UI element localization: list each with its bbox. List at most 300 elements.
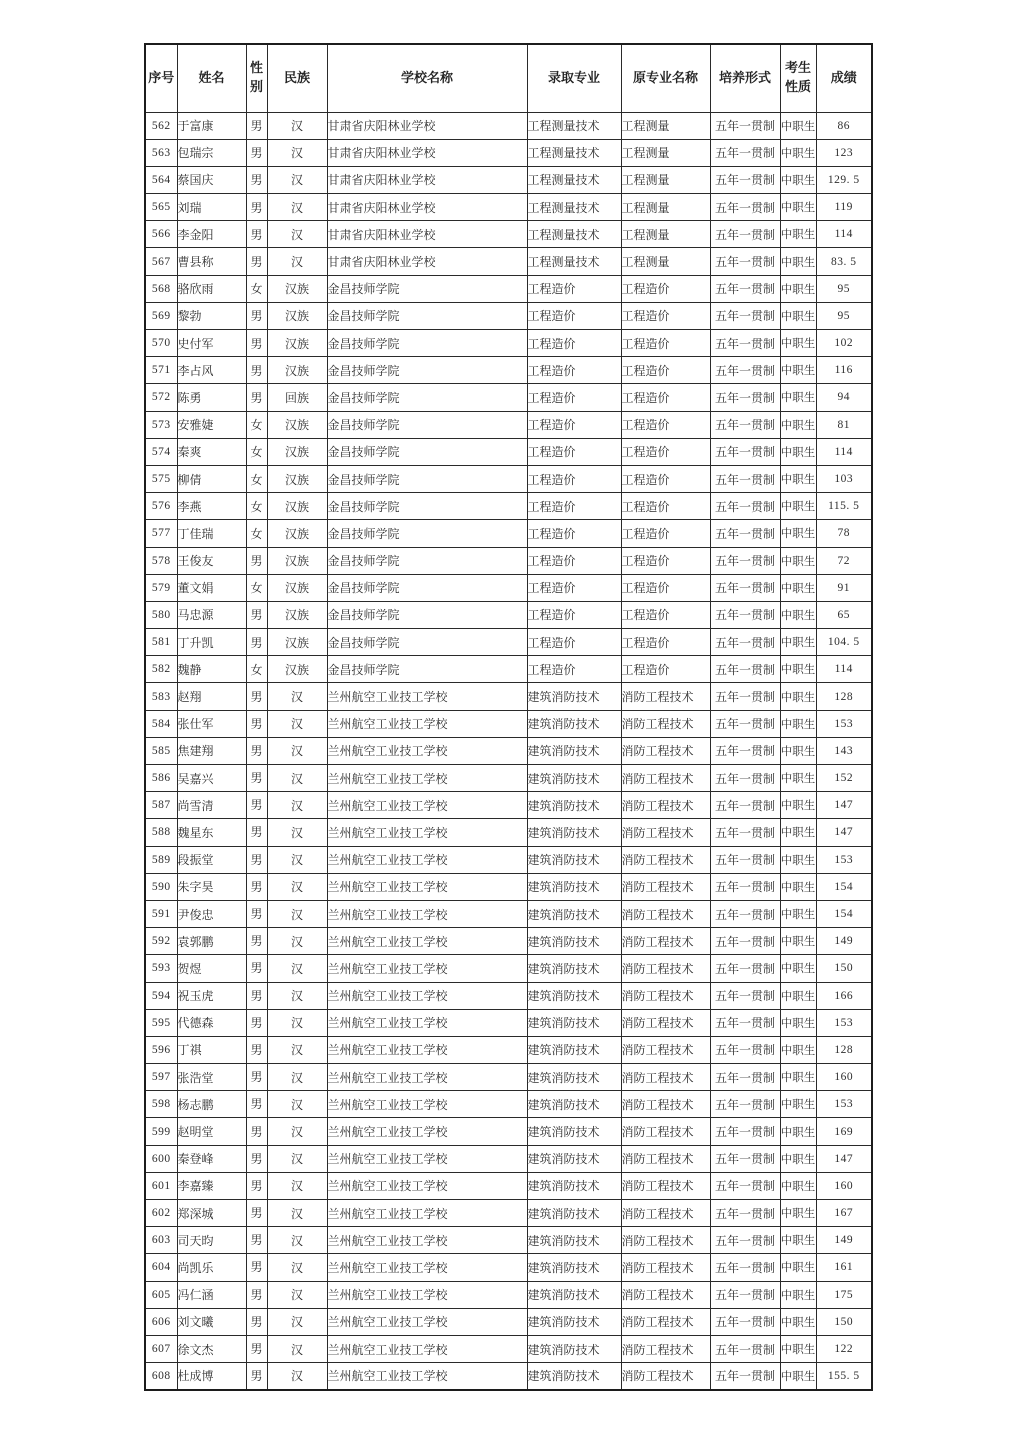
cell-candidate-type: 中职生 xyxy=(780,656,816,683)
table-row xyxy=(145,601,872,628)
cell-admitted-major: 建筑消防技术 xyxy=(527,1145,621,1172)
cell-candidate-type: 中职生 xyxy=(780,1308,816,1335)
cell-gender: 男 xyxy=(246,1200,267,1227)
cell-training-form: 五年一贯制 xyxy=(710,547,780,574)
cell-candidate-type: 中职生 xyxy=(780,601,816,628)
cell-ethnicity: 汉族 xyxy=(267,601,327,628)
table-row xyxy=(145,465,872,492)
cell-school: 甘肃省庆阳林业学校 xyxy=(327,221,527,248)
cell-ethnicity: 汉族 xyxy=(267,302,327,329)
cell-school: 兰州航空工业技工学校 xyxy=(327,737,527,764)
cell-ethnicity: 汉 xyxy=(267,928,327,955)
cell-school: 兰州航空工业技工学校 xyxy=(327,873,527,900)
cell-ethnicity: 汉 xyxy=(267,846,327,873)
table-row xyxy=(145,1335,872,1362)
table-row xyxy=(145,1363,872,1390)
cell-ethnicity: 汉族 xyxy=(267,520,327,547)
cell-original-major: 消防工程技术 xyxy=(621,765,710,792)
cell-serial: 591 xyxy=(145,900,177,927)
cell-school: 兰州航空工业技工学校 xyxy=(327,1254,527,1281)
cell-ethnicity: 汉族 xyxy=(267,547,327,574)
cell-ethnicity: 汉 xyxy=(267,1227,327,1254)
cell-admitted-major: 建筑消防技术 xyxy=(527,1091,621,1118)
cell-gender: 女 xyxy=(246,465,267,492)
cell-gender: 女 xyxy=(246,438,267,465)
cell-name: 张仕军 xyxy=(177,710,246,737)
cell-serial: 580 xyxy=(145,601,177,628)
cell-gender: 男 xyxy=(246,166,267,193)
cell-training-form: 五年一贯制 xyxy=(710,683,780,710)
cell-ethnicity: 汉 xyxy=(267,683,327,710)
table-row xyxy=(145,737,872,764)
cell-score: 147 xyxy=(816,819,872,846)
cell-score: 119 xyxy=(816,194,872,221)
cell-admitted-major: 工程造价 xyxy=(527,330,621,357)
cell-name: 丁祺 xyxy=(177,1036,246,1063)
cell-score: 122 xyxy=(816,1335,872,1362)
cell-school: 甘肃省庆阳林业学校 xyxy=(327,248,527,275)
cell-gender: 男 xyxy=(246,629,267,656)
cell-ethnicity: 汉 xyxy=(267,1036,327,1063)
cell-ethnicity: 汉族 xyxy=(267,330,327,357)
table-row xyxy=(145,819,872,846)
cell-serial: 607 xyxy=(145,1335,177,1362)
cell-training-form: 五年一贯制 xyxy=(710,1200,780,1227)
cell-name: 祝玉虎 xyxy=(177,982,246,1009)
header-ethnicity: 民族 xyxy=(267,44,327,112)
cell-gender: 男 xyxy=(246,1091,267,1118)
cell-training-form: 五年一贯制 xyxy=(710,1064,780,1091)
cell-gender: 男 xyxy=(246,1064,267,1091)
cell-ethnicity: 汉 xyxy=(267,1254,327,1281)
cell-training-form: 五年一贯制 xyxy=(710,465,780,492)
cell-gender: 男 xyxy=(246,982,267,1009)
cell-school: 兰州航空工业技工学校 xyxy=(327,1118,527,1145)
cell-candidate-type: 中职生 xyxy=(780,900,816,927)
table-row xyxy=(145,1281,872,1308)
cell-candidate-type: 中职生 xyxy=(780,1227,816,1254)
cell-candidate-type: 中职生 xyxy=(780,112,816,139)
cell-score: 81 xyxy=(816,411,872,438)
cell-serial: 563 xyxy=(145,139,177,166)
table-row xyxy=(145,384,872,411)
cell-candidate-type: 中职生 xyxy=(780,465,816,492)
cell-ethnicity: 汉 xyxy=(267,737,327,764)
table-row xyxy=(145,1009,872,1036)
table-row xyxy=(145,873,872,900)
cell-admitted-major: 工程造价 xyxy=(527,465,621,492)
cell-training-form: 五年一贯制 xyxy=(710,1091,780,1118)
cell-ethnicity: 汉 xyxy=(267,248,327,275)
cell-ethnicity: 汉族 xyxy=(267,357,327,384)
cell-score: 91 xyxy=(816,574,872,601)
cell-ethnicity: 回族 xyxy=(267,384,327,411)
cell-school: 金昌技师学院 xyxy=(327,465,527,492)
cell-ethnicity: 汉 xyxy=(267,900,327,927)
table-body xyxy=(145,112,872,1390)
cell-name: 段振堂 xyxy=(177,846,246,873)
cell-ethnicity: 汉 xyxy=(267,1009,327,1036)
cell-school: 兰州航空工业技工学校 xyxy=(327,846,527,873)
cell-candidate-type: 中职生 xyxy=(780,1254,816,1281)
cell-ethnicity: 汉 xyxy=(267,1091,327,1118)
cell-serial: 590 xyxy=(145,873,177,900)
cell-candidate-type: 中职生 xyxy=(780,873,816,900)
cell-admitted-major: 建筑消防技术 xyxy=(527,765,621,792)
cell-ethnicity: 汉族 xyxy=(267,629,327,656)
cell-gender: 男 xyxy=(246,248,267,275)
cell-serial: 608 xyxy=(145,1363,177,1390)
cell-gender: 男 xyxy=(246,1308,267,1335)
cell-name: 史付军 xyxy=(177,330,246,357)
cell-school: 兰州航空工业技工学校 xyxy=(327,1172,527,1199)
cell-name: 李燕 xyxy=(177,493,246,520)
cell-score: 149 xyxy=(816,928,872,955)
cell-candidate-type: 中职生 xyxy=(780,737,816,764)
cell-school: 兰州航空工业技工学校 xyxy=(327,765,527,792)
cell-training-form: 五年一贯制 xyxy=(710,330,780,357)
cell-serial: 574 xyxy=(145,438,177,465)
cell-score: 114 xyxy=(816,438,872,465)
cell-name: 丁佳瑞 xyxy=(177,520,246,547)
cell-serial: 567 xyxy=(145,248,177,275)
cell-training-form: 五年一贯制 xyxy=(710,411,780,438)
cell-candidate-type: 中职生 xyxy=(780,765,816,792)
cell-original-major: 工程造价 xyxy=(621,601,710,628)
cell-admitted-major: 工程造价 xyxy=(527,493,621,520)
cell-training-form: 五年一贯制 xyxy=(710,710,780,737)
cell-name: 包瑞宗 xyxy=(177,139,246,166)
header-training-form: 培养形式 xyxy=(710,44,780,112)
table-row xyxy=(145,438,872,465)
cell-score: 153 xyxy=(816,1009,872,1036)
table-row xyxy=(145,629,872,656)
cell-admitted-major: 建筑消防技术 xyxy=(527,846,621,873)
cell-original-major: 消防工程技术 xyxy=(621,1172,710,1199)
cell-admitted-major: 建筑消防技术 xyxy=(527,982,621,1009)
cell-gender: 男 xyxy=(246,1145,267,1172)
cell-serial: 604 xyxy=(145,1254,177,1281)
cell-original-major: 消防工程技术 xyxy=(621,1281,710,1308)
cell-candidate-type: 中职生 xyxy=(780,1009,816,1036)
cell-serial: 597 xyxy=(145,1064,177,1091)
cell-original-major: 工程测量 xyxy=(621,166,710,193)
cell-training-form: 五年一贯制 xyxy=(710,1308,780,1335)
cell-ethnicity: 汉 xyxy=(267,1308,327,1335)
cell-school: 兰州航空工业技工学校 xyxy=(327,1308,527,1335)
table-row xyxy=(145,112,872,139)
cell-score: 65 xyxy=(816,601,872,628)
cell-candidate-type: 中职生 xyxy=(780,547,816,574)
cell-original-major: 工程造价 xyxy=(621,357,710,384)
cell-score: 128 xyxy=(816,1036,872,1063)
cell-score: 150 xyxy=(816,1308,872,1335)
header-gender: 性别 xyxy=(246,44,267,112)
cell-serial: 605 xyxy=(145,1281,177,1308)
cell-name: 王俊友 xyxy=(177,547,246,574)
cell-serial: 606 xyxy=(145,1308,177,1335)
cell-ethnicity: 汉 xyxy=(267,1200,327,1227)
cell-admitted-major: 建筑消防技术 xyxy=(527,710,621,737)
cell-original-major: 工程测量 xyxy=(621,139,710,166)
cell-serial: 600 xyxy=(145,1145,177,1172)
cell-original-major: 工程造价 xyxy=(621,384,710,411)
table-row xyxy=(145,900,872,927)
cell-name: 董文娟 xyxy=(177,574,246,601)
cell-score: 95 xyxy=(816,275,872,302)
cell-ethnicity: 汉 xyxy=(267,1281,327,1308)
table-header-row xyxy=(145,44,872,112)
cell-school: 兰州航空工业技工学校 xyxy=(327,1281,527,1308)
cell-gender: 男 xyxy=(246,792,267,819)
cell-admitted-major: 工程造价 xyxy=(527,601,621,628)
cell-serial: 575 xyxy=(145,465,177,492)
cell-gender: 男 xyxy=(246,1118,267,1145)
header-name: 姓名 xyxy=(177,44,246,112)
cell-name: 焦建翔 xyxy=(177,737,246,764)
cell-school: 金昌技师学院 xyxy=(327,493,527,520)
cell-ethnicity: 汉 xyxy=(267,982,327,1009)
cell-name: 郑深城 xyxy=(177,1200,246,1227)
cell-serial: 587 xyxy=(145,792,177,819)
cell-serial: 586 xyxy=(145,765,177,792)
cell-school: 金昌技师学院 xyxy=(327,547,527,574)
cell-score: 155. 5 xyxy=(816,1363,872,1390)
cell-ethnicity: 汉族 xyxy=(267,275,327,302)
table-row xyxy=(145,765,872,792)
cell-score: 128 xyxy=(816,683,872,710)
cell-score: 166 xyxy=(816,982,872,1009)
cell-school: 金昌技师学院 xyxy=(327,656,527,683)
table-row xyxy=(145,792,872,819)
cell-score: 123 xyxy=(816,139,872,166)
cell-score: 78 xyxy=(816,520,872,547)
cell-admitted-major: 工程造价 xyxy=(527,656,621,683)
cell-ethnicity: 汉族 xyxy=(267,656,327,683)
cell-candidate-type: 中职生 xyxy=(780,248,816,275)
cell-serial: 569 xyxy=(145,302,177,329)
cell-training-form: 五年一贯制 xyxy=(710,384,780,411)
table-row xyxy=(145,928,872,955)
admissions-table xyxy=(144,43,873,1391)
cell-serial: 568 xyxy=(145,275,177,302)
cell-candidate-type: 中职生 xyxy=(780,357,816,384)
table-row xyxy=(145,520,872,547)
cell-original-major: 消防工程技术 xyxy=(621,928,710,955)
cell-admitted-major: 工程造价 xyxy=(527,357,621,384)
cell-gender: 女 xyxy=(246,493,267,520)
cell-admitted-major: 建筑消防技术 xyxy=(527,792,621,819)
cell-candidate-type: 中职生 xyxy=(780,683,816,710)
cell-gender: 女 xyxy=(246,574,267,601)
cell-name: 曹县称 xyxy=(177,248,246,275)
cell-original-major: 消防工程技术 xyxy=(621,710,710,737)
cell-admitted-major: 建筑消防技术 xyxy=(527,1172,621,1199)
cell-gender: 男 xyxy=(246,1281,267,1308)
cell-admitted-major: 建筑消防技术 xyxy=(527,1036,621,1063)
cell-admitted-major: 建筑消防技术 xyxy=(527,1308,621,1335)
cell-training-form: 五年一贯制 xyxy=(710,873,780,900)
cell-score: 153 xyxy=(816,846,872,873)
cell-original-major: 工程造价 xyxy=(621,302,710,329)
cell-training-form: 五年一贯制 xyxy=(710,656,780,683)
cell-gender: 男 xyxy=(246,683,267,710)
cell-gender: 男 xyxy=(246,955,267,982)
cell-serial: 595 xyxy=(145,1009,177,1036)
cell-serial: 562 xyxy=(145,112,177,139)
cell-name: 代德森 xyxy=(177,1009,246,1036)
cell-score: 103 xyxy=(816,465,872,492)
cell-name: 柳倩 xyxy=(177,465,246,492)
table-row xyxy=(145,846,872,873)
cell-admitted-major: 建筑消防技术 xyxy=(527,955,621,982)
cell-original-major: 消防工程技术 xyxy=(621,1254,710,1281)
cell-school: 兰州航空工业技工学校 xyxy=(327,1009,527,1036)
cell-name: 赵翔 xyxy=(177,683,246,710)
cell-original-major: 消防工程技术 xyxy=(621,683,710,710)
table-row xyxy=(145,1091,872,1118)
cell-original-major: 工程造价 xyxy=(621,330,710,357)
cell-candidate-type: 中职生 xyxy=(780,1335,816,1362)
cell-candidate-type: 中职生 xyxy=(780,1145,816,1172)
cell-ethnicity: 汉族 xyxy=(267,465,327,492)
cell-school: 兰州航空工业技工学校 xyxy=(327,1064,527,1091)
cell-serial: 579 xyxy=(145,574,177,601)
cell-candidate-type: 中职生 xyxy=(780,1363,816,1390)
cell-training-form: 五年一贯制 xyxy=(710,248,780,275)
table-row xyxy=(145,275,872,302)
cell-serial: 583 xyxy=(145,683,177,710)
cell-school: 金昌技师学院 xyxy=(327,330,527,357)
cell-candidate-type: 中职生 xyxy=(780,1036,816,1063)
cell-score: 153 xyxy=(816,710,872,737)
cell-training-form: 五年一贯制 xyxy=(710,275,780,302)
cell-school: 兰州航空工业技工学校 xyxy=(327,1227,527,1254)
cell-name: 徐文杰 xyxy=(177,1335,246,1362)
cell-gender: 男 xyxy=(246,330,267,357)
cell-training-form: 五年一贯制 xyxy=(710,221,780,248)
cell-ethnicity: 汉 xyxy=(267,1335,327,1362)
cell-gender: 男 xyxy=(246,1172,267,1199)
table-row xyxy=(145,411,872,438)
cell-name: 杜成博 xyxy=(177,1363,246,1390)
cell-serial: 571 xyxy=(145,357,177,384)
cell-gender: 女 xyxy=(246,520,267,547)
cell-original-major: 消防工程技术 xyxy=(621,1091,710,1118)
cell-training-form: 五年一贯制 xyxy=(710,574,780,601)
cell-name: 司天昀 xyxy=(177,1227,246,1254)
cell-candidate-type: 中职生 xyxy=(780,792,816,819)
cell-school: 金昌技师学院 xyxy=(327,438,527,465)
cell-candidate-type: 中职生 xyxy=(780,302,816,329)
cell-name: 张浩堂 xyxy=(177,1064,246,1091)
cell-original-major: 工程造价 xyxy=(621,411,710,438)
cell-training-form: 五年一贯制 xyxy=(710,601,780,628)
cell-school: 金昌技师学院 xyxy=(327,275,527,302)
cell-serial: 592 xyxy=(145,928,177,955)
table-row xyxy=(145,1145,872,1172)
cell-candidate-type: 中职生 xyxy=(780,1118,816,1145)
cell-score: 94 xyxy=(816,384,872,411)
table-row xyxy=(145,574,872,601)
cell-candidate-type: 中职生 xyxy=(780,275,816,302)
cell-training-form: 五年一贯制 xyxy=(710,1036,780,1063)
table-row xyxy=(145,493,872,520)
cell-admitted-major: 建筑消防技术 xyxy=(527,819,621,846)
cell-serial: 596 xyxy=(145,1036,177,1063)
cell-original-major: 工程造价 xyxy=(621,520,710,547)
cell-training-form: 五年一贯制 xyxy=(710,520,780,547)
cell-name: 秦登峰 xyxy=(177,1145,246,1172)
cell-school: 金昌技师学院 xyxy=(327,574,527,601)
cell-serial: 582 xyxy=(145,656,177,683)
cell-gender: 男 xyxy=(246,221,267,248)
table-row xyxy=(145,955,872,982)
table-row xyxy=(145,330,872,357)
cell-score: 147 xyxy=(816,1145,872,1172)
cell-original-major: 消防工程技术 xyxy=(621,792,710,819)
cell-original-major: 消防工程技术 xyxy=(621,1145,710,1172)
cell-training-form: 五年一贯制 xyxy=(710,302,780,329)
cell-ethnicity: 汉 xyxy=(267,710,327,737)
cell-serial: 570 xyxy=(145,330,177,357)
cell-admitted-major: 工程造价 xyxy=(527,438,621,465)
cell-original-major: 工程造价 xyxy=(621,629,710,656)
table-row xyxy=(145,357,872,384)
cell-school: 兰州航空工业技工学校 xyxy=(327,928,527,955)
cell-admitted-major: 建筑消防技术 xyxy=(527,1254,621,1281)
cell-admitted-major: 建筑消防技术 xyxy=(527,873,621,900)
cell-candidate-type: 中职生 xyxy=(780,1200,816,1227)
cell-ethnicity: 汉 xyxy=(267,1064,327,1091)
cell-original-major: 消防工程技术 xyxy=(621,873,710,900)
cell-original-major: 工程造价 xyxy=(621,438,710,465)
cell-training-form: 五年一贯制 xyxy=(710,1335,780,1362)
cell-serial: 577 xyxy=(145,520,177,547)
cell-candidate-type: 中职生 xyxy=(780,710,816,737)
cell-name: 黎勃 xyxy=(177,302,246,329)
cell-admitted-major: 建筑消防技术 xyxy=(527,1064,621,1091)
cell-serial: 572 xyxy=(145,384,177,411)
cell-score: 161 xyxy=(816,1254,872,1281)
cell-gender: 男 xyxy=(246,1363,267,1390)
cell-name: 袁郭鹏 xyxy=(177,928,246,955)
cell-training-form: 五年一贯制 xyxy=(710,139,780,166)
cell-school: 甘肃省庆阳林业学校 xyxy=(327,194,527,221)
cell-serial: 602 xyxy=(145,1200,177,1227)
cell-admitted-major: 工程造价 xyxy=(527,411,621,438)
cell-school: 兰州航空工业技工学校 xyxy=(327,1036,527,1063)
cell-gender: 男 xyxy=(246,873,267,900)
cell-original-major: 消防工程技术 xyxy=(621,737,710,764)
cell-candidate-type: 中职生 xyxy=(780,330,816,357)
cell-training-form: 五年一贯制 xyxy=(710,900,780,927)
cell-school: 兰州航空工业技工学校 xyxy=(327,1200,527,1227)
cell-candidate-type: 中职生 xyxy=(780,411,816,438)
cell-score: 154 xyxy=(816,900,872,927)
cell-serial: 588 xyxy=(145,819,177,846)
cell-ethnicity: 汉 xyxy=(267,765,327,792)
table-row xyxy=(145,656,872,683)
cell-gender: 女 xyxy=(246,275,267,302)
cell-candidate-type: 中职生 xyxy=(780,384,816,411)
cell-original-major: 工程造价 xyxy=(621,547,710,574)
cell-training-form: 五年一贯制 xyxy=(710,493,780,520)
cell-school: 金昌技师学院 xyxy=(327,629,527,656)
cell-school: 金昌技师学院 xyxy=(327,520,527,547)
cell-name: 朱字昊 xyxy=(177,873,246,900)
cell-candidate-type: 中职生 xyxy=(780,1281,816,1308)
